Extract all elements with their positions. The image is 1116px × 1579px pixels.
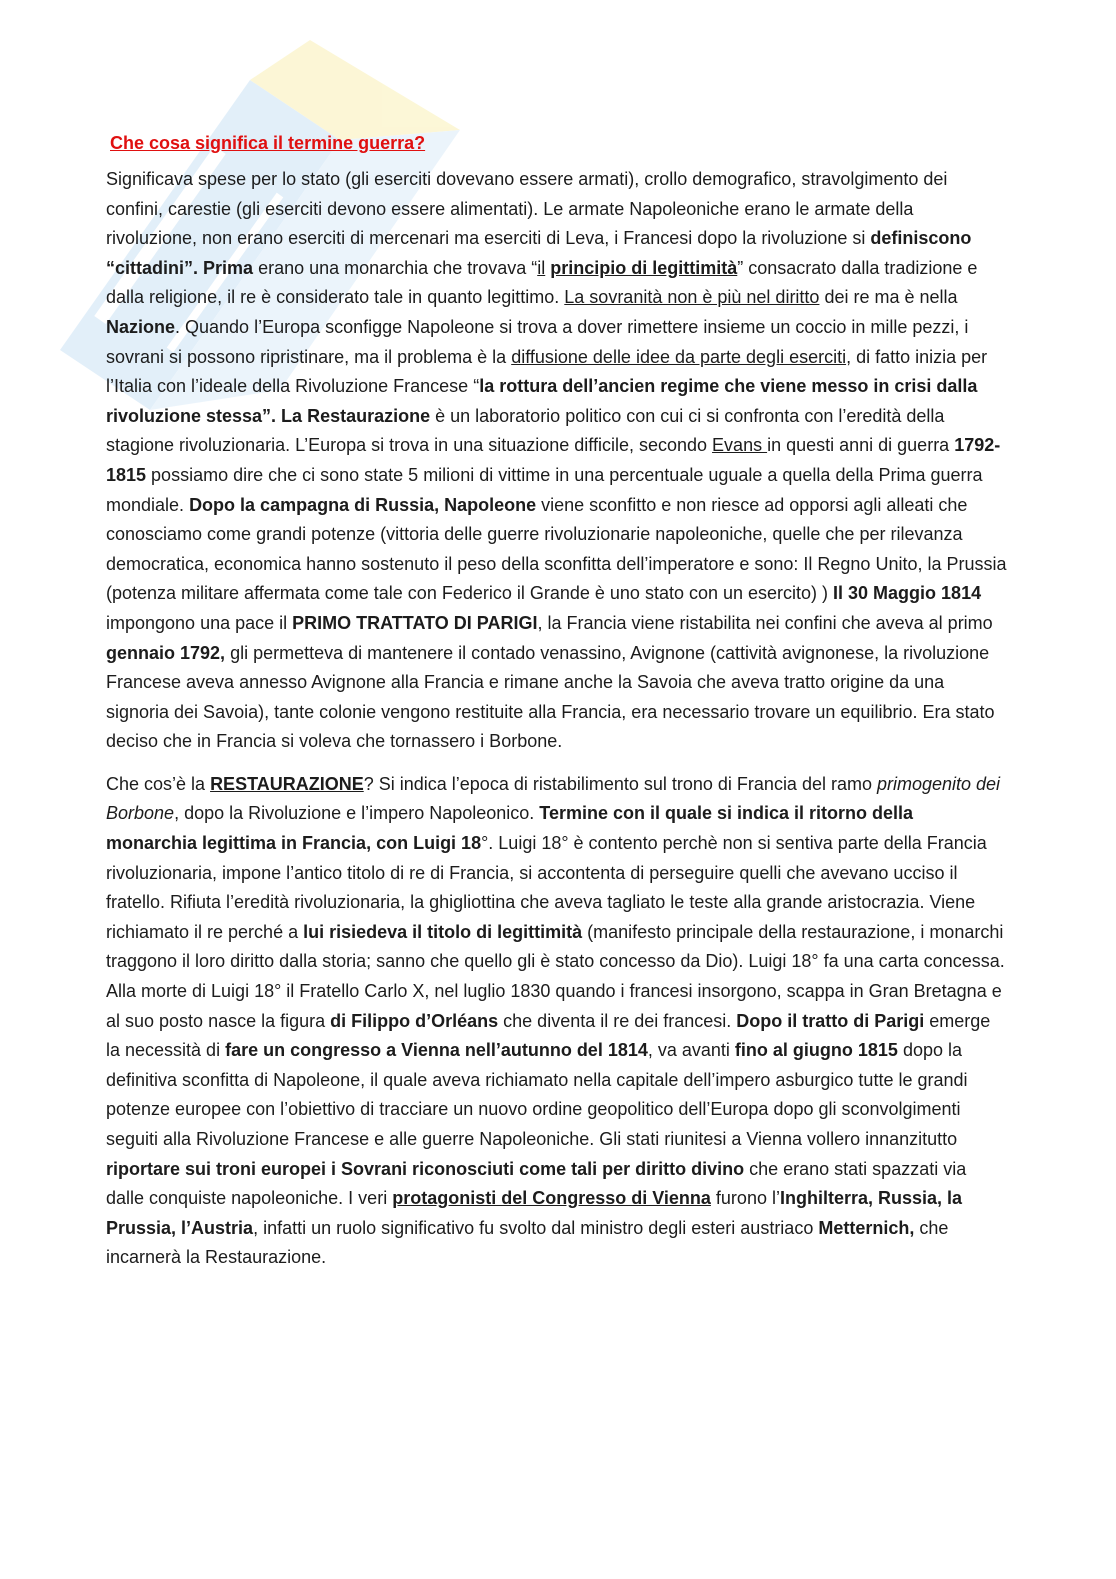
text-run: principio di legittimità [550,257,738,278]
text-run: °. Luigi 18° è contento perchè non si sentiva parte della Francia rivoluzionaria, impone l’antico titolo di re di Francia, si accontenta di perseguire quelli che avevano ucciso il fratello. Rifiuta l’eredità rivoluzionaria, la ghigliottina che aveva tagliato le teste alla grande aristocrazia. Viene richiamato il re perché a [106,833,987,942]
text-run: gennaio 1792, [106,642,226,663]
text-run: emerge la necessità di [106,1010,991,1061]
document-body [106,128,1008,1286]
text-run: , di fatto inizia per l’Italia con l’ideale della Rivoluzione Francese “ [106,346,988,397]
text-run: possiamo dire che ci sono state 5 milioni di vittime in una percentuale uguale a quella della Prima guerra mondiale. [106,464,983,515]
text-run: , dopo la Rivoluzione e l’impero Napoleonico. [174,803,540,824]
text-run: fare un congresso a Vienna nell’autunno del 1814 [225,1040,648,1061]
text-run: lui risiedeva il titolo di legittimità [303,921,583,942]
text-run: Metternich, [818,1217,915,1238]
text-run: Termine con il quale si indica il ritorno della monarchia legittima in Francia, con Luigi 18 [106,803,914,854]
text-run: (manifesto principale della restaurazione, i monarchi traggono il loro diritto dalla storia; sanno che quello gli è stato concesso da Dio). Luigi 18° fa una carta concessa. Alla morte di Luigi 18° il Fratello Carlo X, nel luglio 1830 quando i francesi insorgono, scappa in Gran Bretagna e al suo posto nasce la figura [106,921,1005,1031]
text-run: Che cos’è la [106,773,211,794]
text-run: Prima [203,257,254,278]
text-run: viene sconfitto e non riesce ad opporsi agli alleati che conosciamo come grandi potenze (vittoria delle guerre rivoluzionarie napoleoniche, quelle che per rilevanza democratica, economica hanno sostenuto il peso della sconfitta dell’imperatore e sono: Il Regno Unito, la Prussia (potenza militare affermata come tale con Federico il Grande è uno stato con un esercito) ) [106,494,1007,604]
text-run: Evans [712,435,768,456]
text-run: , la Francia viene ristabilita nei confini che aveva al primo [537,612,993,633]
text-run: in questi anni di guerra [767,435,955,456]
paragraph-restaurazione [106,770,1008,1273]
text-run: il [537,257,546,278]
text-run: Nazione [106,316,176,337]
text-run: che diventa il re dei francesi. [498,1010,737,1031]
text-run: , va avanti [647,1040,735,1061]
text-run: furono l’ [710,1188,780,1209]
text-run: ? Si indica l’epoca di ristabilimento sul trono di Francia del ramo [363,773,877,794]
text-run: fino al giugno 1815 [734,1040,898,1061]
text-run: di Filippo d’Orléans [330,1010,499,1031]
text-run: primogenito dei Borbone [106,773,1001,824]
text-run: Il 30 Maggio 1814 [833,583,982,604]
text-run: definiscono “cittadini”. [106,228,972,278]
text-run: , infatti un ruolo significativo fu svolto dal ministro degli esteri austriaco [253,1217,819,1238]
text-run: PRIMO TRATTATO DI PARIGI [292,612,538,633]
question-heading: Che cosa significa il termine guerra? [110,133,426,153]
text-run: erano una monarchia che trovava “ [253,257,538,278]
text-run: che incarnerà la Restaurazione. [106,1217,949,1268]
text-run: La sovranità non è più nel diritto [564,287,820,308]
text-run: protagonisti del Congresso di Vienna [392,1188,711,1209]
text-run: RESTAURAZIONE [210,773,364,794]
text-run: Inghilterra, Russia, la Prussia, l’Austria [106,1188,963,1238]
text-run: Dopo la campagna di Russia, Napoleone [189,494,537,515]
text-run: dopo la definitiva sconfitta di Napoleone, il quale aveva richiamato nella capitale dell’impero asburgico tutte le grandi potenze europee con l’obiettivo di tracciare un nuovo ordine geopolitico dell’Europa dopo gli sconvolgimenti seguiti alla Rivoluzione Francese e alle guerre Napoleoniche. Gli stati riunitesi a Vienna vollero innanzitutto [106,1040,968,1149]
text-run: Dopo il tratto di Parigi [736,1010,925,1031]
text-run: riportare sui troni europei i Sovrani riconosciuti come tali per diritto divino [106,1158,745,1179]
text-run: impongono una pace il [106,612,293,633]
text-run: che erano stati spazzati via dalle conquiste napoleoniche. I veri [106,1158,967,1209]
text-run: ” consacrato dalla tradizione e dalla religione, il re è considerato tale in quanto legittimo. [106,257,978,308]
text-run: dei re ma è nella [819,287,958,308]
text-run: diffusione delle idee da parte degli eserciti [511,346,847,367]
text-run: è un laboratorio politico con cui ci si confronta con l’eredità della stagione rivoluzionaria. L’Europa si trova in una situazione difficile, secondo [106,405,945,456]
paragraph-war-meaning [106,165,1008,757]
text-run: . Quando l’Europa sconfigge Napoleone si trova a dover rimettere insieme un coccio in mille pezzi, i sovrani si possono ripristinare, ma il problema è la [106,316,969,367]
text-run: la rottura dell’ancien regime che viene messo in crisi dalla rivoluzione stessa”. La Restaurazione [106,376,978,426]
text-run: gli permetteva di mantenere il contado venassino, Avignone (cattività avignonese, la rivoluzione Francese aveva annesso Avignone alla Francia e rimane anche la Savoia che aveva tratto origine da una signoria dei Savoia), tante colonie vengono restituite alla Francia, era necessario trovare un equilibrio. Era stato deciso che in Francia si voleva che tornassero i Borbone. [106,642,995,752]
text-run: 1792-1815 [106,435,1001,485]
text-run: Significava spese per lo stato (gli eserciti dovevano essere armati), crollo demografico, stravolgimento dei confini, carestie (gli eserciti devono essere alimentati). Le armate Napoleoniche erano le armate della rivoluzione, non erano eserciti di mercenari ma eserciti di Leva, i Francesi dopo la rivoluzione si [106,169,948,249]
